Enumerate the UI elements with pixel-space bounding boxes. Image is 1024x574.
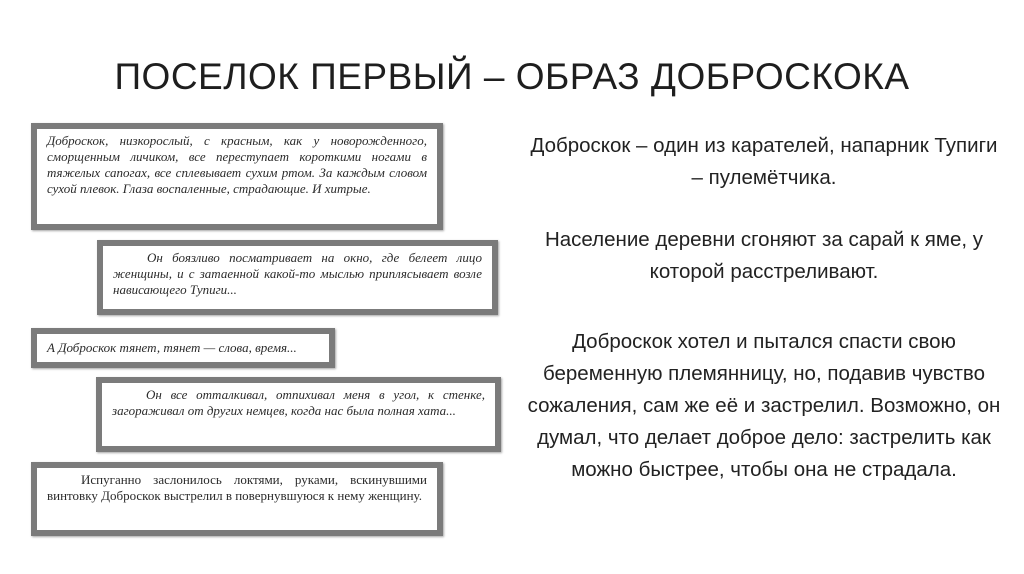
quote-box-1: [31, 123, 443, 230]
commentary-column: [524, 130, 1004, 486]
quote-text-1: Доброскок, низкорослый, с красным, как у новорожденного, сморщенным личиком, все переступает короткими ногами в тяжелых сапогах, все сплевывает сухим ртом. За каждым словом сухой плевок. Глаза воспаленные, страдающие. И хитрые.: [37, 129, 437, 224]
quote-box-5: [31, 462, 443, 536]
quote-text-4: Он все отталкивал, отпихивал меня в угол, к стенке, загораживал от других немцев, когда нас была полная хата...: [102, 383, 495, 446]
quote-box-4: [96, 377, 501, 452]
quote-text-3: А Доброскок тянет, тянет — слова, время...: [37, 334, 329, 362]
slide-title: ПОСЕЛОК ПЕРВЫЙ – ОБРАЗ ДОБРОСКОКА: [114, 56, 910, 97]
quote-box-3: [31, 328, 335, 368]
quote-text-5: Испуганно заслонилось локтями, руками, вскинувшими винтовку Доброскок выстрелил в повернувшуюся к нему женщину.: [37, 468, 437, 530]
quote-text-2: Он боязливо посматривает на окно, где белеет лицо женщины, и с затаенной какой-то мыслью приплясывает возле нависающего Тупиги...: [103, 246, 492, 309]
commentary-paragraph-2: Население деревни сгоняют за сарай к яме, у которой расстреливают.: [544, 228, 984, 283]
quote-box-2: [97, 240, 498, 315]
commentary-paragraph-3: Доброскок хотел и пытался спасти свою беременную племянницу, но, подавив чувство сожаления, сам же её и застрелил. Возможно, он думал, что делает доброе дело: застрелить как можно быстрее, чтобы она не страдала.: [527, 330, 1001, 481]
commentary-paragraph-1: Доброскок – один из карателей, напарник Тупиги – пулемётчика.: [530, 134, 998, 189]
